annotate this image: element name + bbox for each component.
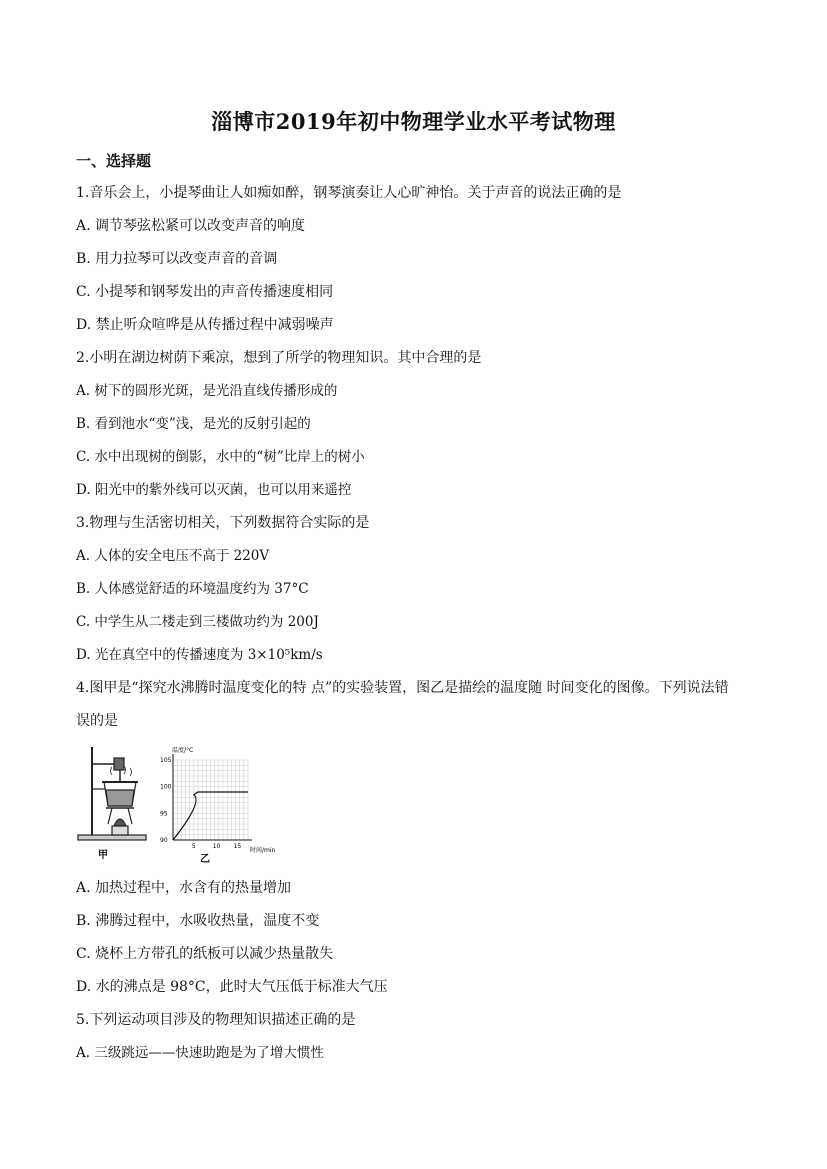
chart-x-axis-label: 时间/min xyxy=(250,847,276,854)
question-2-stem: 2.小明在湖边树荫下乘凉，想到了所学的物理知识。其中合理的是 xyxy=(76,350,482,366)
temperature-chart-grid xyxy=(173,760,248,840)
question-4-stem: 4.图甲是“探究水沸腾时温度变化的特 点”的实验装置，图乙是描绘的温度随 时间变化的图像。下列说法错 xyxy=(76,680,729,696)
figure-svg xyxy=(76,742,286,864)
chart-x-tick-label: 5 xyxy=(191,843,196,850)
figure-label-jia: 甲 xyxy=(98,850,108,861)
section-heading: 一、选择题 xyxy=(76,152,152,170)
clamp-head xyxy=(114,758,124,770)
question-1-option-c: C. 小提琴和钢琴发出的声音传播速度相同 xyxy=(76,284,334,300)
apparatus-base xyxy=(78,835,146,840)
question-3-stem: 3.物理与生活密切相关，下列数据符合实际的是 xyxy=(76,515,370,531)
page-title: 淄博市2019年初中物理学业水平考试物理 xyxy=(211,109,616,134)
question-4-option-d: D. 水的沸点是 98°C，此时大气压低于标准大气压 xyxy=(76,979,388,995)
boiling-apparatus xyxy=(78,747,146,840)
question-1-option-b: B. 用力拉琴可以改变声音的音调 xyxy=(76,251,278,267)
alcohol-lamp xyxy=(112,826,128,835)
beaker-water xyxy=(106,790,134,806)
temperature-chart-axes xyxy=(173,754,252,840)
question-2-option-b: B. 看到池水“变”浅，是光的反射引起的 xyxy=(76,416,311,432)
question-5-option-a: A. 三级跳远——快速助跑是为了增大惯性 xyxy=(76,1045,324,1061)
question-3-option-c: C. 中学生从二楼走到三楼做功约为 200J xyxy=(76,614,319,630)
chart-x-tick-label: 15 xyxy=(233,843,242,850)
question-5-stem: 5.下列运动项目涉及的物理知识描述正确的是 xyxy=(76,1012,356,1028)
chart-y-tick-label: 100 xyxy=(160,783,172,791)
question-1-stem: 1.音乐会上，小提琴曲让人如痴如醉，钢琴演奏让人心旷神怡。关于声音的说法正确的是 xyxy=(76,185,622,201)
question-2-option-d: D. 阳光中的紫外线可以灭菌，也可以用来遥控 xyxy=(76,482,352,498)
question-4-option-b: B. 沸腾过程中，水吸收热量，温度不变 xyxy=(76,913,320,929)
question-4-figure xyxy=(76,742,286,864)
question-3-option-a: A. 人体的安全电压不高于 220V xyxy=(76,548,270,564)
chart-y-tick-label: 90 xyxy=(160,837,168,844)
chart-y-axis-label: 温度/°C xyxy=(172,747,194,754)
figure-label-yi: 乙 xyxy=(200,854,210,864)
question-3-option-b: B. 人体感觉舒适的环境温度约为 37°C xyxy=(76,581,309,597)
chart-x-tick-label: 10 xyxy=(212,843,221,850)
question-4-option-c: C. 烧杯上方带孔的纸板可以减少热量散失 xyxy=(76,946,334,962)
question-2-option-c: C. 水中出现树的倒影，水中的“树”比岸上的树小 xyxy=(76,449,365,465)
alcohol-lamp-flame xyxy=(114,819,126,826)
question-3-option-d: D. 光在真空中的传播速度为 3×10⁵km/s xyxy=(76,647,323,663)
question-1-option-d: D. 禁止听众喧哗是从传播过程中减弱噪声 xyxy=(76,317,334,333)
chart-y-tick-label: 95 xyxy=(160,810,168,818)
question-4-option-a: A. 加热过程中，水含有的热量增加 xyxy=(76,880,292,896)
question-2-option-a: A. 树下的圆形光斑，是光沿直线传播形成的 xyxy=(76,383,338,399)
question-1-option-a: A. 调节琴弦松紧可以改变声音的响度 xyxy=(76,218,306,234)
chart-y-tick-label: 105 xyxy=(160,757,172,764)
question-4-stem-cont: 误的是 xyxy=(76,713,118,729)
